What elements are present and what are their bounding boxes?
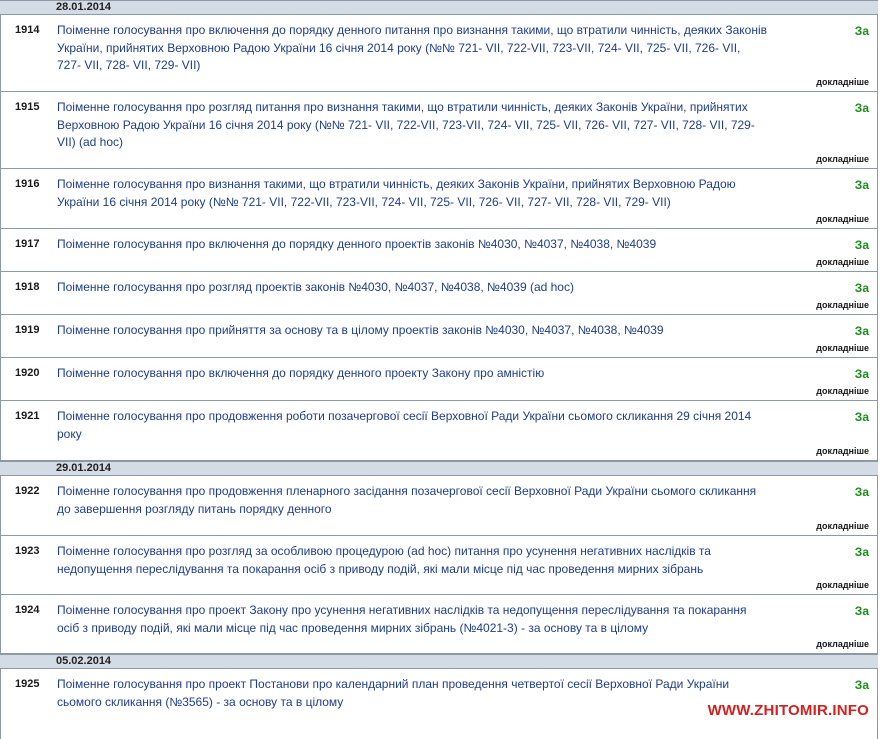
vote-row [0, 315, 878, 358]
vote-row [0, 272, 878, 315]
vote-result: За [854, 604, 869, 618]
date-header: 29.01.2014 [0, 461, 878, 476]
vote-title-link[interactable]: Поіменне голосування про включення до порядку денного проекту Закону про амністію [57, 366, 545, 380]
vote-result: За [854, 281, 869, 295]
vote-number: 1915 [15, 101, 40, 113]
vote-title-link[interactable]: Поіменне голосування про включення до порядку денного питання про визнання такими, що втратили чинність, деяких Законів України, прийнятих Верховною Радою України 16 січня 2014 року (№№ 721- VII, 722-VII, 723-VII, 724- VII, 725- VII, 726- VII, 727- VII, 728- VII, 729- VII) [57, 23, 767, 72]
vote-number: 1918 [15, 281, 40, 293]
date-header: 05.02.2014 [0, 654, 878, 669]
vote-title-link[interactable]: Поіменне голосування про розгляд питання про визнання такими, що втратили чинність, деяких Законів України, прийнятих Верховною Радою України 16 січня 2014 року (№№ 721- VII, 722-VII, 723-VII, 724- VII, 725- VII, 726- VII, 727- VII, 728- VII, 729- VII) (ad hoc) [57, 100, 755, 149]
details-link[interactable]: докладніше [816, 214, 869, 224]
details-link[interactable]: докладніше [816, 446, 869, 456]
details-link[interactable]: докладніше [816, 257, 869, 267]
vote-result: За [854, 678, 869, 692]
vote-title-link[interactable]: Поіменне голосування про включення до порядку денного проектів законів №4030, №4037, №4038, №4039 [57, 237, 657, 251]
vote-result: За [854, 324, 869, 338]
vote-title-link[interactable]: Поіменне голосування про продовження пленарного засідання позачергової сесії Верховної Ради України сьомого скликання до завершення розгляду питань порядку денного [57, 484, 757, 516]
vote-title-link[interactable]: Поіменне голосування про прийняття за основу та в цілому проектів законів №4030, №4037, №4038, №4039 [57, 323, 664, 337]
vote-row [0, 358, 878, 401]
vote-row [0, 595, 878, 654]
vote-number: 1924 [15, 604, 40, 616]
vote-number: 1917 [15, 238, 40, 250]
details-link[interactable]: докладніше [816, 639, 869, 649]
vote-number: 1919 [15, 324, 40, 336]
vote-row [0, 169, 878, 229]
vote-result: За [854, 238, 869, 252]
vote-result: За [854, 410, 869, 424]
vote-number: 1922 [15, 485, 40, 497]
vote-title-link[interactable]: Поіменне голосування про проект Закону про усунення негативних наслідків та недопущення переслідування та покарання осіб з приводу подій, які мали місце під час проведення мирних зібрань (№4021-3) - за основу та в цілому [57, 603, 747, 635]
vote-number: 1914 [15, 24, 40, 36]
details-link[interactable]: докладніше [816, 386, 869, 396]
vote-row [0, 92, 878, 169]
vote-number: 1920 [15, 367, 40, 379]
details-link[interactable]: докладніше [816, 521, 869, 531]
vote-result: За [854, 178, 869, 192]
vote-row [0, 476, 878, 536]
vote-number: 1923 [15, 545, 40, 557]
vote-title-link[interactable]: Поіменне голосування про розгляд проектів законів №4030, №4037, №4038, №4039 (ad hoc) [57, 280, 574, 294]
vote-number: 1921 [15, 410, 40, 422]
vote-result: За [854, 101, 869, 115]
vote-title-link[interactable]: Поіменне голосування про продовження роботи позачергової сесії Верховної Ради України сьомого скликання 29 січня 2014 року [57, 409, 752, 441]
details-link[interactable]: докладніше [816, 77, 869, 87]
date-header: 28.01.2014 [0, 0, 878, 15]
vote-result: За [854, 24, 869, 38]
details-link[interactable]: докладніше [816, 300, 869, 310]
vote-result: За [854, 485, 869, 499]
vote-result: За [854, 367, 869, 381]
vote-number: 1925 [15, 678, 40, 690]
vote-row [0, 229, 878, 272]
vote-row [0, 536, 878, 595]
site-watermark: WWW.ZHITOMIR.INFO [707, 702, 869, 719]
details-link[interactable]: докладніше [816, 343, 869, 353]
vote-title-link[interactable]: Поіменне голосування про розгляд за особливою процедурою (ad hoc) питання про усунення негативних наслідків та недопущення переслідування та покарання осіб з приводу подій, які мали місце під час проведення мирних зібрань [57, 544, 711, 576]
vote-row [0, 401, 878, 461]
vote-title-link[interactable]: Поіменне голосування про проект Постанови про календарний план проведення четвертої сесії Верховної Ради України сьомого скликання (№3565) - за основу та в цілому [57, 677, 730, 709]
details-link[interactable]: докладніше [816, 580, 869, 590]
vote-title-link[interactable]: Поіменне голосування про визнання такими, що втратили чинність, деяких Законів України, прийнятих Верховною Радою України 16 січня 2014 року (№№ 721- VII, 722-VII, 723-VII, 724- VII, 725- VII, 726- VII, 727- VII, 728- VII, 729- VII) [57, 177, 736, 209]
vote-number: 1916 [15, 178, 40, 190]
vote-row [0, 15, 878, 92]
details-link[interactable]: докладніше [816, 154, 869, 164]
vote-result: За [854, 545, 869, 559]
